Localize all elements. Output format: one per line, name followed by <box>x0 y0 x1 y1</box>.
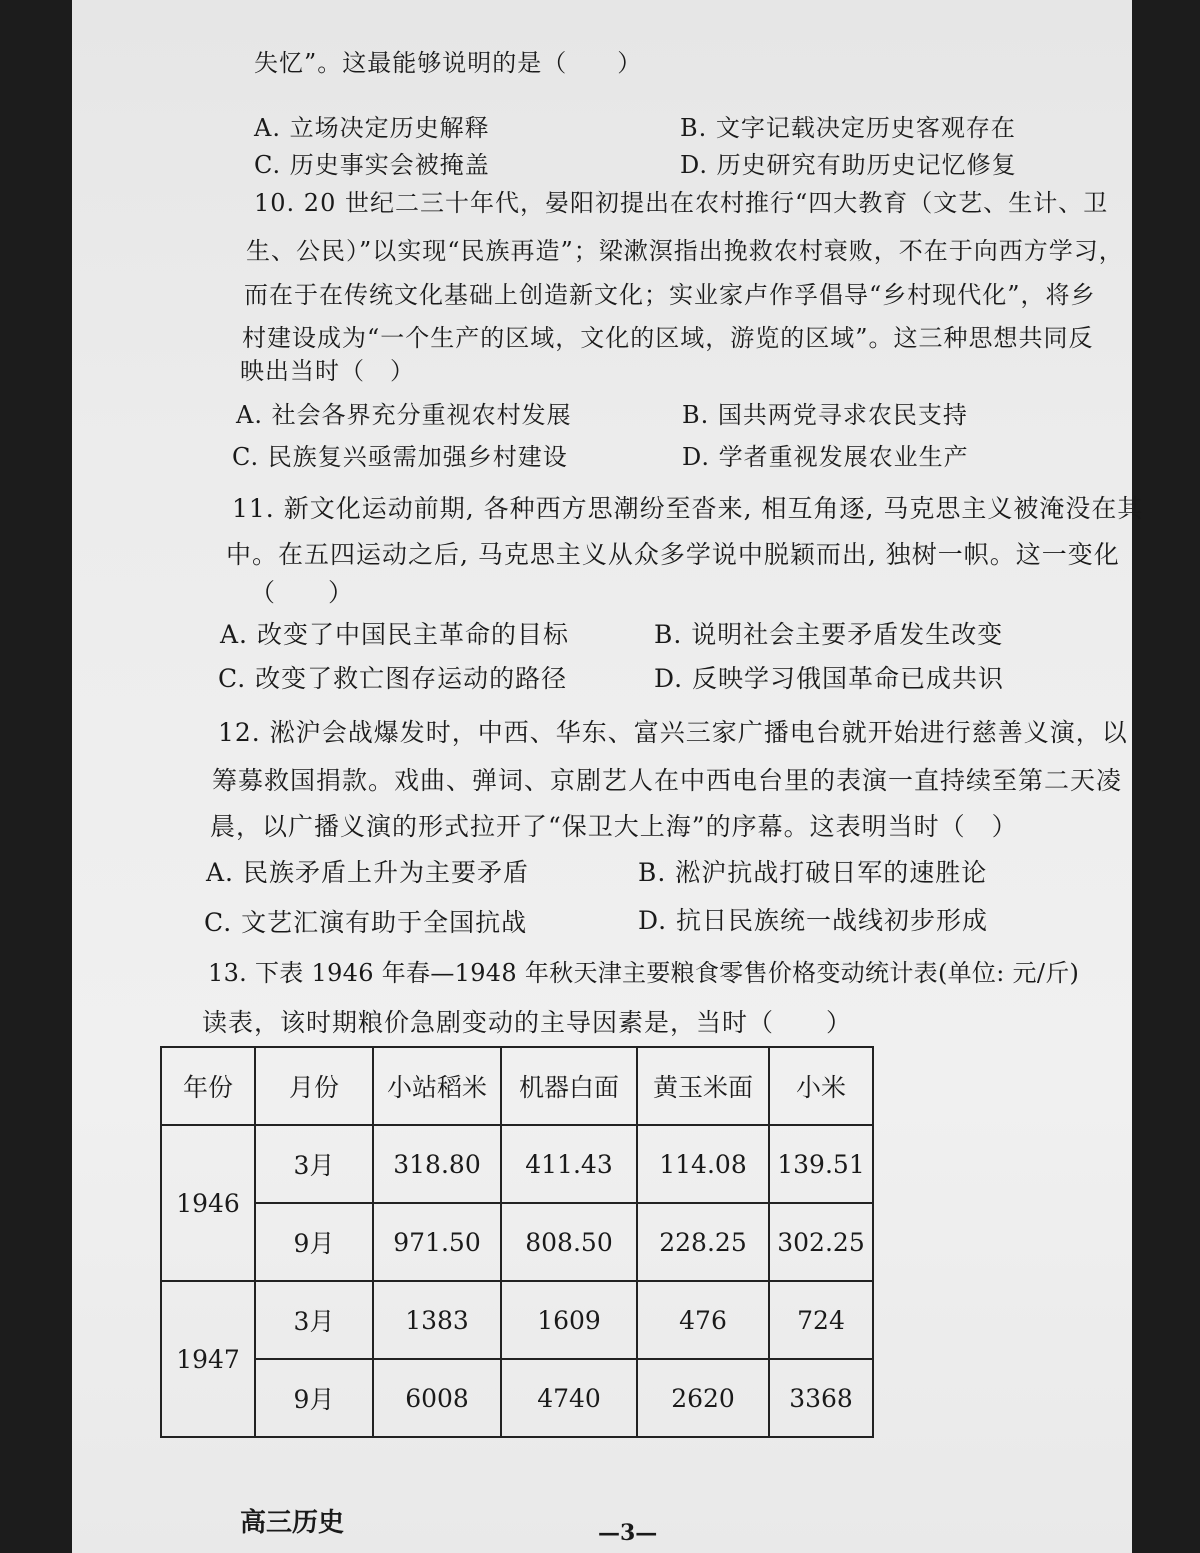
price-cell: 114.08 <box>637 1125 769 1203</box>
q10-option-c: C. 民族复兴亟需加强乡村建设 <box>232 443 568 471</box>
price-cell: 228.25 <box>637 1203 769 1281</box>
header-corn-flour: 黄玉米面 <box>637 1047 769 1125</box>
price-cell: 318.80 <box>373 1125 501 1203</box>
price-cell: 4740 <box>501 1359 637 1437</box>
table-row <box>161 1203 873 1281</box>
q11-option-b: B. 说明社会主要矛盾发生改变 <box>654 620 1004 649</box>
q13-stem-line: 读表，该时期粮价急剧变动的主导因素是，当时（ ） <box>202 1008 853 1037</box>
q10-option-b: B. 国共两党寻求农民支持 <box>682 401 968 429</box>
page-number: —3— <box>598 1520 658 1546</box>
month-cell: 9月 <box>255 1359 373 1437</box>
price-cell: 476 <box>637 1281 769 1359</box>
table-row <box>161 1125 873 1203</box>
q10-option-a: A. 社会各界充分重视农村发展 <box>236 401 572 429</box>
q12-option-b: B. 淞沪抗战打破日军的速胜论 <box>638 858 988 887</box>
year-cell: 1947 <box>161 1281 255 1437</box>
q10-stem-line: 而在于在传统文化基础上创造新文化；实业家卢作孚倡导“乡村现代化”，将乡 <box>244 281 1096 309</box>
q12-stem-line: 筹募救国捐款。戏曲、弹词、京剧艺人在中西电台里的表演一直持续至第二天凌 <box>212 766 1123 795</box>
q10-stem-line: 10. 20 世纪二三十年代，晏阳初提出在农村推行“四大教育（文艺、生计、卫 <box>254 189 1109 217</box>
price-cell: 3368 <box>769 1359 873 1437</box>
q11-stem-line: （ ） <box>250 578 355 607</box>
price-cell: 808.50 <box>501 1203 637 1281</box>
price-cell: 6008 <box>373 1359 501 1437</box>
header-machine-flour: 机器白面 <box>501 1047 637 1125</box>
q11-stem-line: 中。在五四运动之后, 马克思主义从众多学说中脱颖而出, 独树一帜。这一变化 <box>226 540 1120 569</box>
price-cell: 139.51 <box>769 1125 873 1203</box>
header-millet: 小米 <box>769 1047 873 1125</box>
q9-option-a: A. 立场决定历史解释 <box>254 114 490 142</box>
q12-stem-line: 12. 淞沪会战爆发时，中西、华东、富兴三家广播电台就开始进行慈善义演，以 <box>218 718 1128 747</box>
header-month: 月份 <box>255 1047 373 1125</box>
price-cell: 724 <box>769 1281 873 1359</box>
q12-option-a: A. 民族矛盾上升为主要矛盾 <box>206 858 529 887</box>
table-row <box>161 1281 873 1359</box>
month-cell: 9月 <box>255 1203 373 1281</box>
table-row <box>161 1359 873 1437</box>
q10-stem-line: 生、公民）”以实现“民族再造”；梁漱溟指出挽救农村衰败，不在于向西方学习， <box>246 237 1124 265</box>
q13-stem-line: 13. 下表 1946 年春—1948 年秋天津主要粮食零售价格变动统计表(单位: 元/斤) <box>208 959 1080 987</box>
q11-option-d: D. 反映学习俄国革命已成共识 <box>654 664 1005 693</box>
q11-stem-line: 11. 新文化运动前期, 各种西方思潮纷至沓来, 相互角逐, 马克思主义被淹没在其 <box>232 494 1144 523</box>
q9-stem-tail: 失忆”。这最能够说明的是（ ） <box>254 49 643 77</box>
q11-option-a: A. 改变了中国民主革命的目标 <box>220 620 569 649</box>
year-cell: 1946 <box>161 1125 255 1281</box>
q9-option-c: C. 历史事实会被掩盖 <box>254 151 490 179</box>
header-xiaozhan-rice: 小站稻米 <box>373 1047 501 1125</box>
grain-price-table <box>160 1046 874 1438</box>
table-header-row <box>161 1047 873 1125</box>
price-cell: 971.50 <box>373 1203 501 1281</box>
header-year: 年份 <box>161 1047 255 1125</box>
q10-stem-line: 村建设成为“一个生产的区域，文化的区域，游览的区域”。这三种思想共同反 <box>242 324 1094 352</box>
price-cell: 1383 <box>373 1281 501 1359</box>
q12-option-d: D. 抗日民族统一战线初步形成 <box>638 906 989 935</box>
month-cell: 3月 <box>255 1281 373 1359</box>
q12-stem-line: 晨，以广播义演的形式拉开了“保卫大上海”的序幕。这表明当时（ ） <box>210 812 1018 841</box>
subject-footer: 高三历史 <box>240 1508 345 1538</box>
q9-option-d: D. 历史研究有助历史记忆修复 <box>680 151 1017 179</box>
price-cell: 1609 <box>501 1281 637 1359</box>
price-cell: 302.25 <box>769 1203 873 1281</box>
q10-stem-line: 映出当时（ ） <box>240 357 415 385</box>
q9-option-b: B. 文字记载决定历史客观存在 <box>680 114 1016 142</box>
q12-option-c: C. 文艺汇演有助于全国抗战 <box>204 908 528 937</box>
q11-option-c: C. 改变了救亡图存运动的路径 <box>218 664 568 693</box>
q10-option-d: D. 学者重视发展农业生产 <box>682 443 969 471</box>
price-cell: 2620 <box>637 1359 769 1437</box>
month-cell: 3月 <box>255 1125 373 1203</box>
price-cell: 411.43 <box>501 1125 637 1203</box>
